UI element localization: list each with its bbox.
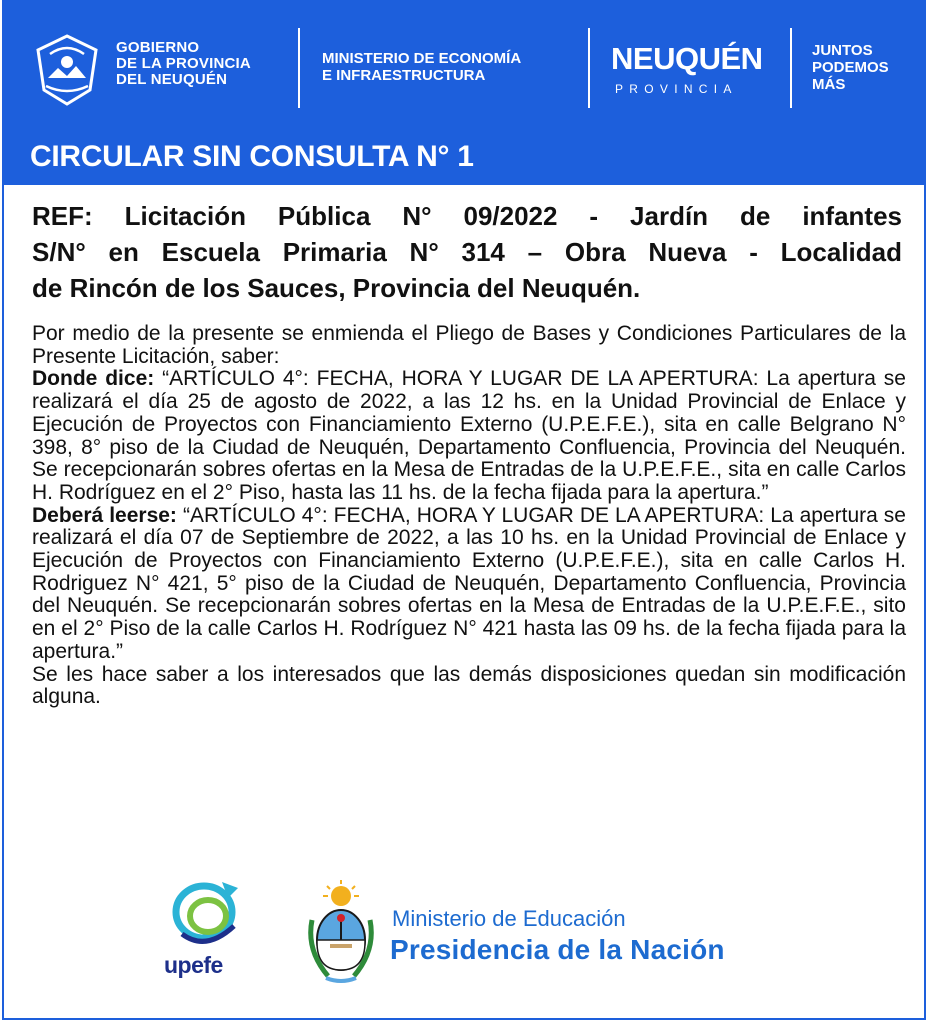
reference-heading bbox=[32, 198, 902, 306]
reference-line-3: de Rincón de los Sauces, Provincia del Neuquén. bbox=[32, 273, 641, 303]
government-line-2: DE LA PROVINCIA bbox=[116, 55, 251, 72]
circular-title: CIRCULAR SIN CONSULTA N° 1 bbox=[30, 140, 474, 173]
donde-dice-label: Donde dice: bbox=[32, 367, 155, 391]
donde-dice-paragraph bbox=[32, 368, 906, 504]
neuquen-brand: NEUQUÉN bbox=[611, 41, 763, 76]
debera-leerse-text: “ARTÍCULO 4°: FECHA, HORA Y LUGAR DE LA APERTURA: La apertura se realizará el día 07 de Septiembre de 2022, a las 10 hs. en la Unidad Provincial de Enlace y Ejecución de Proyectos con Financiamiento Externo (U.P.E.F.E.), sita en calle Carlos H. Rodriguez N° 421, 5° piso de la Ciudad de Neuquén, Departamento Confluencia, Provincia del Neuquén. Se recepcionarán sobres ofertas en la Mesa de Entradas de la U.P.E.F.E., sito en el 2° Piso de la calle Carlos H. Rodríguez N° 421 hasta las 09 hs. de la fecha fijada para la apertura.” bbox=[32, 503, 906, 663]
government-line-1: GOBIERNO bbox=[116, 39, 200, 56]
neuquen-brand-sub: PROVINCIA bbox=[615, 82, 738, 96]
intro-paragraph: Por medio de la presente se enmienda el Pliego de Bases y Condiciones Particulares de la Presente Licitación, saber: bbox=[32, 322, 906, 368]
donde-dice-text: “ARTÍCULO 4°: FECHA, HORA Y LUGAR DE LA APERTURA: La apertura se realizará el día 25 de agosto de 2022, a las 12 hs. en la Unidad Provincial de Enlace y Ejecución de Proyectos con Financiamiento Externo (U.P.E.F.E.), sita en calle Belgrano N° 398, 8° piso de la Ciudad de Neuquén, Departamento Confluencia, Provincia del Neuquén. Se recepcionarán sobres ofertas en la Mesa de Entradas de la U.P.E.F.E., sita en calle Carlos H. Rodríguez en el 2° Piso, hasta las 11 hs. de la fecha fijada para la apertura.” bbox=[32, 367, 906, 504]
slogan-line-3: MÁS bbox=[812, 76, 846, 93]
ministry-line-2: E INFRAESTRUCTURA bbox=[322, 67, 486, 84]
debera-leerse-paragraph bbox=[32, 505, 906, 664]
slogan-line-2: PODEMOS bbox=[812, 59, 889, 76]
ministry-education-label: Ministerio de Educación bbox=[392, 906, 626, 931]
debera-leerse-label: Deberá leerse: bbox=[32, 503, 177, 527]
ministry-name bbox=[322, 50, 521, 84]
header-divider bbox=[298, 28, 300, 108]
presidency-label: Presidencia de la Nación bbox=[390, 934, 725, 965]
reference-line-2: S/N° en Escuela Primaria N° 314 – Obra Nueva - Localidad bbox=[32, 237, 902, 267]
national-coat-of-arms-icon bbox=[306, 880, 376, 986]
provincial-crest-icon bbox=[32, 32, 102, 108]
header-banner bbox=[4, 2, 924, 185]
header-divider bbox=[588, 28, 590, 108]
government-line-3: DEL NEUQUÉN bbox=[116, 71, 228, 88]
slogan bbox=[812, 42, 889, 93]
notice-body bbox=[32, 323, 906, 709]
closing-paragraph: Se les hace saber a los interesados que las demás disposiciones quedan sin modificación alguna. bbox=[32, 662, 906, 709]
header-divider bbox=[790, 28, 792, 108]
upefe-logo-text: upefe bbox=[164, 952, 223, 978]
notice-frame bbox=[2, 0, 926, 1020]
reference-line-1: REF: Licitación Pública N° 09/2022 - Jardín de infantes bbox=[32, 201, 902, 231]
slogan-line-1: JUNTOS bbox=[812, 42, 873, 59]
ministry-line-1: MINISTERIO DE ECONOMÍA bbox=[322, 50, 522, 67]
government-name bbox=[116, 40, 251, 88]
